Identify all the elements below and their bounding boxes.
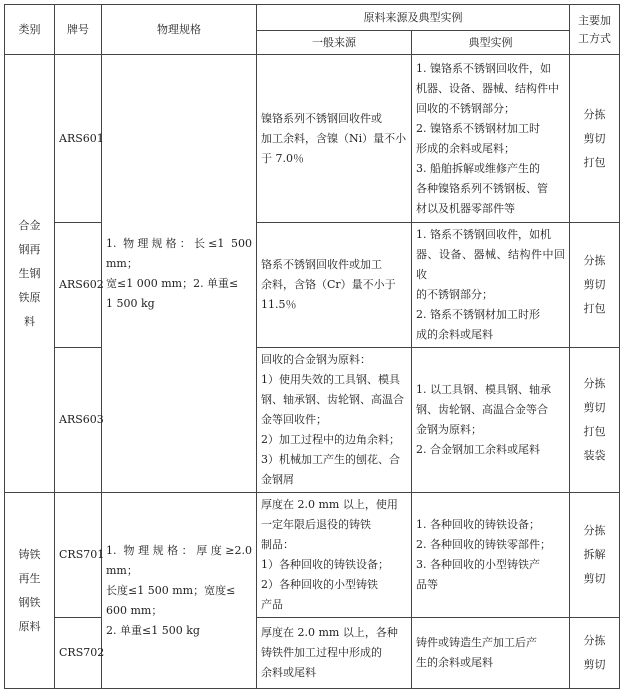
example-line: 金钢为原料； <box>416 423 482 436</box>
example-line: 的不锈钢部分； <box>416 288 493 301</box>
category-line: 铁原 <box>18 290 41 304</box>
example-line: 3. 各种回收的小型铸铁产 <box>416 558 540 571</box>
category-line: 再生 <box>18 571 41 585</box>
method-cell <box>570 223 620 348</box>
spec-line: 宽≤1 000 mm；2. 单重≤ <box>106 276 239 290</box>
header-source-group: 原料来源及典型实例 <box>257 5 570 31</box>
source-line: 于 7.0％ <box>261 151 304 165</box>
method-line: 分拣 <box>583 254 606 267</box>
method-line: 分拣 <box>583 107 606 121</box>
method-line: 剪切 <box>583 278 606 291</box>
source-line: 11.5％ <box>261 298 297 311</box>
example-line: 品等 <box>416 578 438 591</box>
method-line: 分拣 <box>583 634 606 647</box>
method-line: 分拣 <box>583 377 606 390</box>
source-line: 厚度在 2.0 mm 以上，使用 <box>261 498 398 511</box>
header-row-1 <box>5 5 620 31</box>
example-cell <box>412 55 570 223</box>
method-line: 剪切 <box>583 131 606 145</box>
category-line: 钢再 <box>18 242 41 256</box>
source-line: 金钢屑 <box>261 473 294 486</box>
source-line: 厚度在 2.0 mm 以上，各种 <box>261 626 398 639</box>
source-line: 1）各种回收的铸铁设备； <box>261 558 389 571</box>
method-line: 打包 <box>583 425 606 438</box>
example-line: 2. 铬系不锈钢材加工时形 <box>416 308 540 321</box>
example-line: 1. 镍铬系不锈钢回收件，如 <box>416 61 551 75</box>
spec-line: 1. 物理规格：厚度≥2.0 mm； <box>106 543 252 577</box>
method-line: 装袋 <box>583 449 606 462</box>
grade-cell: ARS602 <box>55 223 102 348</box>
spec-line: 2. 单重≤1 500 kg <box>106 623 200 637</box>
example-line: 各种镍铬系列不锈钢板、管 <box>416 181 548 195</box>
example-line: 1. 各种回收的铸铁设备； <box>416 518 540 531</box>
example-line: 2. 各种回收的铸铁零部件； <box>416 538 551 551</box>
source-line: 铸铁件加工过程中形成的 <box>261 646 382 659</box>
source-line: 加工余料，含镍（Ni）量不小 <box>261 131 407 145</box>
source-line: 铬系不锈钢回收件或加工 <box>261 258 382 271</box>
source-line: 2）加工过程中的边角余料； <box>261 433 400 446</box>
category-line: 生钢 <box>18 266 41 280</box>
category-line: 原料 <box>18 619 41 633</box>
example-line: 铸件或铸造生产加工后产 <box>416 636 537 649</box>
method-line: 分拣 <box>583 524 606 537</box>
example-line: 2. 合金钢加工余料或尾料 <box>416 443 540 456</box>
example-line: 形成的余料或尾料； <box>416 141 515 155</box>
source-cell <box>257 223 412 348</box>
method-line: 剪切 <box>583 401 606 414</box>
method-cell <box>570 55 620 223</box>
method-line: 打包 <box>583 155 606 169</box>
spec-cell-cast-iron <box>102 493 257 689</box>
example-line: 材以及机器零部件等 <box>416 201 515 215</box>
example-cell <box>412 618 570 689</box>
raw-material-spec-table <box>4 4 620 689</box>
example-line: 成的余料或尾料 <box>416 328 493 341</box>
spec-line: 1. 物理规格：长≤1 500 mm； <box>106 236 252 270</box>
method-line: 打包 <box>583 302 606 315</box>
example-line: 机器、设备、器械、结构件中 <box>416 81 559 95</box>
source-line: 制品： <box>261 538 294 551</box>
example-cell <box>412 348 570 493</box>
spec-line: 1 500 kg <box>106 296 155 310</box>
source-line: 1）使用失效的工具钢、模具 <box>261 373 400 386</box>
header-general-source: 一般来源 <box>257 31 412 55</box>
table-row <box>5 618 620 689</box>
example-line: 回收的不锈钢部分； <box>416 101 515 115</box>
example-line: 器、设备、器械、结构件中回收 <box>416 248 565 281</box>
source-cell <box>257 493 412 618</box>
category-line: 钢铁 <box>18 595 41 609</box>
grade-cell: CRS701 <box>55 493 102 618</box>
grade-cell: ARS601 <box>55 55 102 223</box>
example-cell <box>412 223 570 348</box>
source-line: 余料或尾料 <box>261 666 316 679</box>
table-row <box>5 55 620 223</box>
header-method-line: 工方式 <box>578 31 611 45</box>
source-line: 钢、轴承钢、齿轮钢、高温合 <box>261 393 404 406</box>
example-line: 2. 镍铬系不锈钢材加工时 <box>416 121 540 135</box>
source-cell <box>257 348 412 493</box>
spec-line: 长度≤1 500 mm；宽度≤ <box>106 583 236 597</box>
example-line: 3. 船舶拆解或维修产生的 <box>416 161 540 175</box>
method-cell <box>570 348 620 493</box>
source-line: 金等回收件； <box>261 413 327 426</box>
header-category: 类别 <box>5 5 55 55</box>
example-line: 1. 铬系不锈钢回收件，如机 <box>416 228 551 241</box>
category-line: 料 <box>24 314 35 328</box>
source-line: 余料，含铬（Cr）量不小于 <box>261 278 396 291</box>
spec-line: 600 mm； <box>106 603 163 617</box>
method-cell <box>570 493 620 618</box>
grade-cell: ARS603 <box>55 348 102 493</box>
grade-cell: CRS702 <box>55 618 102 689</box>
example-line: 钢、齿轮钢、高温合金等合 <box>416 403 548 416</box>
example-line: 生的余料或尾料 <box>416 656 493 669</box>
category-line: 合金 <box>18 218 41 232</box>
table-row <box>5 348 620 493</box>
header-method-line: 主要加 <box>578 13 611 27</box>
example-line: 1. 以工具钢、模具钢、轴承 <box>416 383 551 396</box>
source-line: 3）机械加工产生的刨花、合 <box>261 453 400 466</box>
source-line: 回收的合金钢为原料： <box>261 353 371 366</box>
source-line: 产品 <box>261 598 283 611</box>
method-line: 剪切 <box>583 658 606 671</box>
method-line: 剪切 <box>583 572 606 585</box>
header-grade: 牌号 <box>55 5 102 55</box>
method-line: 拆解 <box>583 548 606 561</box>
header-spec: 物理规格 <box>102 5 257 55</box>
header-method <box>570 5 620 55</box>
category-cell-alloy <box>5 55 55 493</box>
table-row <box>5 223 620 348</box>
category-line: 铸铁 <box>18 547 41 561</box>
source-cell <box>257 55 412 223</box>
example-cell <box>412 493 570 618</box>
table-row <box>5 493 620 618</box>
spec-cell-alloy <box>102 55 257 493</box>
category-cell-cast-iron <box>5 493 55 689</box>
source-line: 一定年限后退役的铸铁 <box>261 518 371 531</box>
source-cell <box>257 618 412 689</box>
header-typical-example: 典型实例 <box>412 31 570 55</box>
method-cell <box>570 618 620 689</box>
source-line: 镍铬系列不锈钢回收件或 <box>261 111 382 125</box>
source-line: 2）各种回收的小型铸铁 <box>261 578 378 591</box>
